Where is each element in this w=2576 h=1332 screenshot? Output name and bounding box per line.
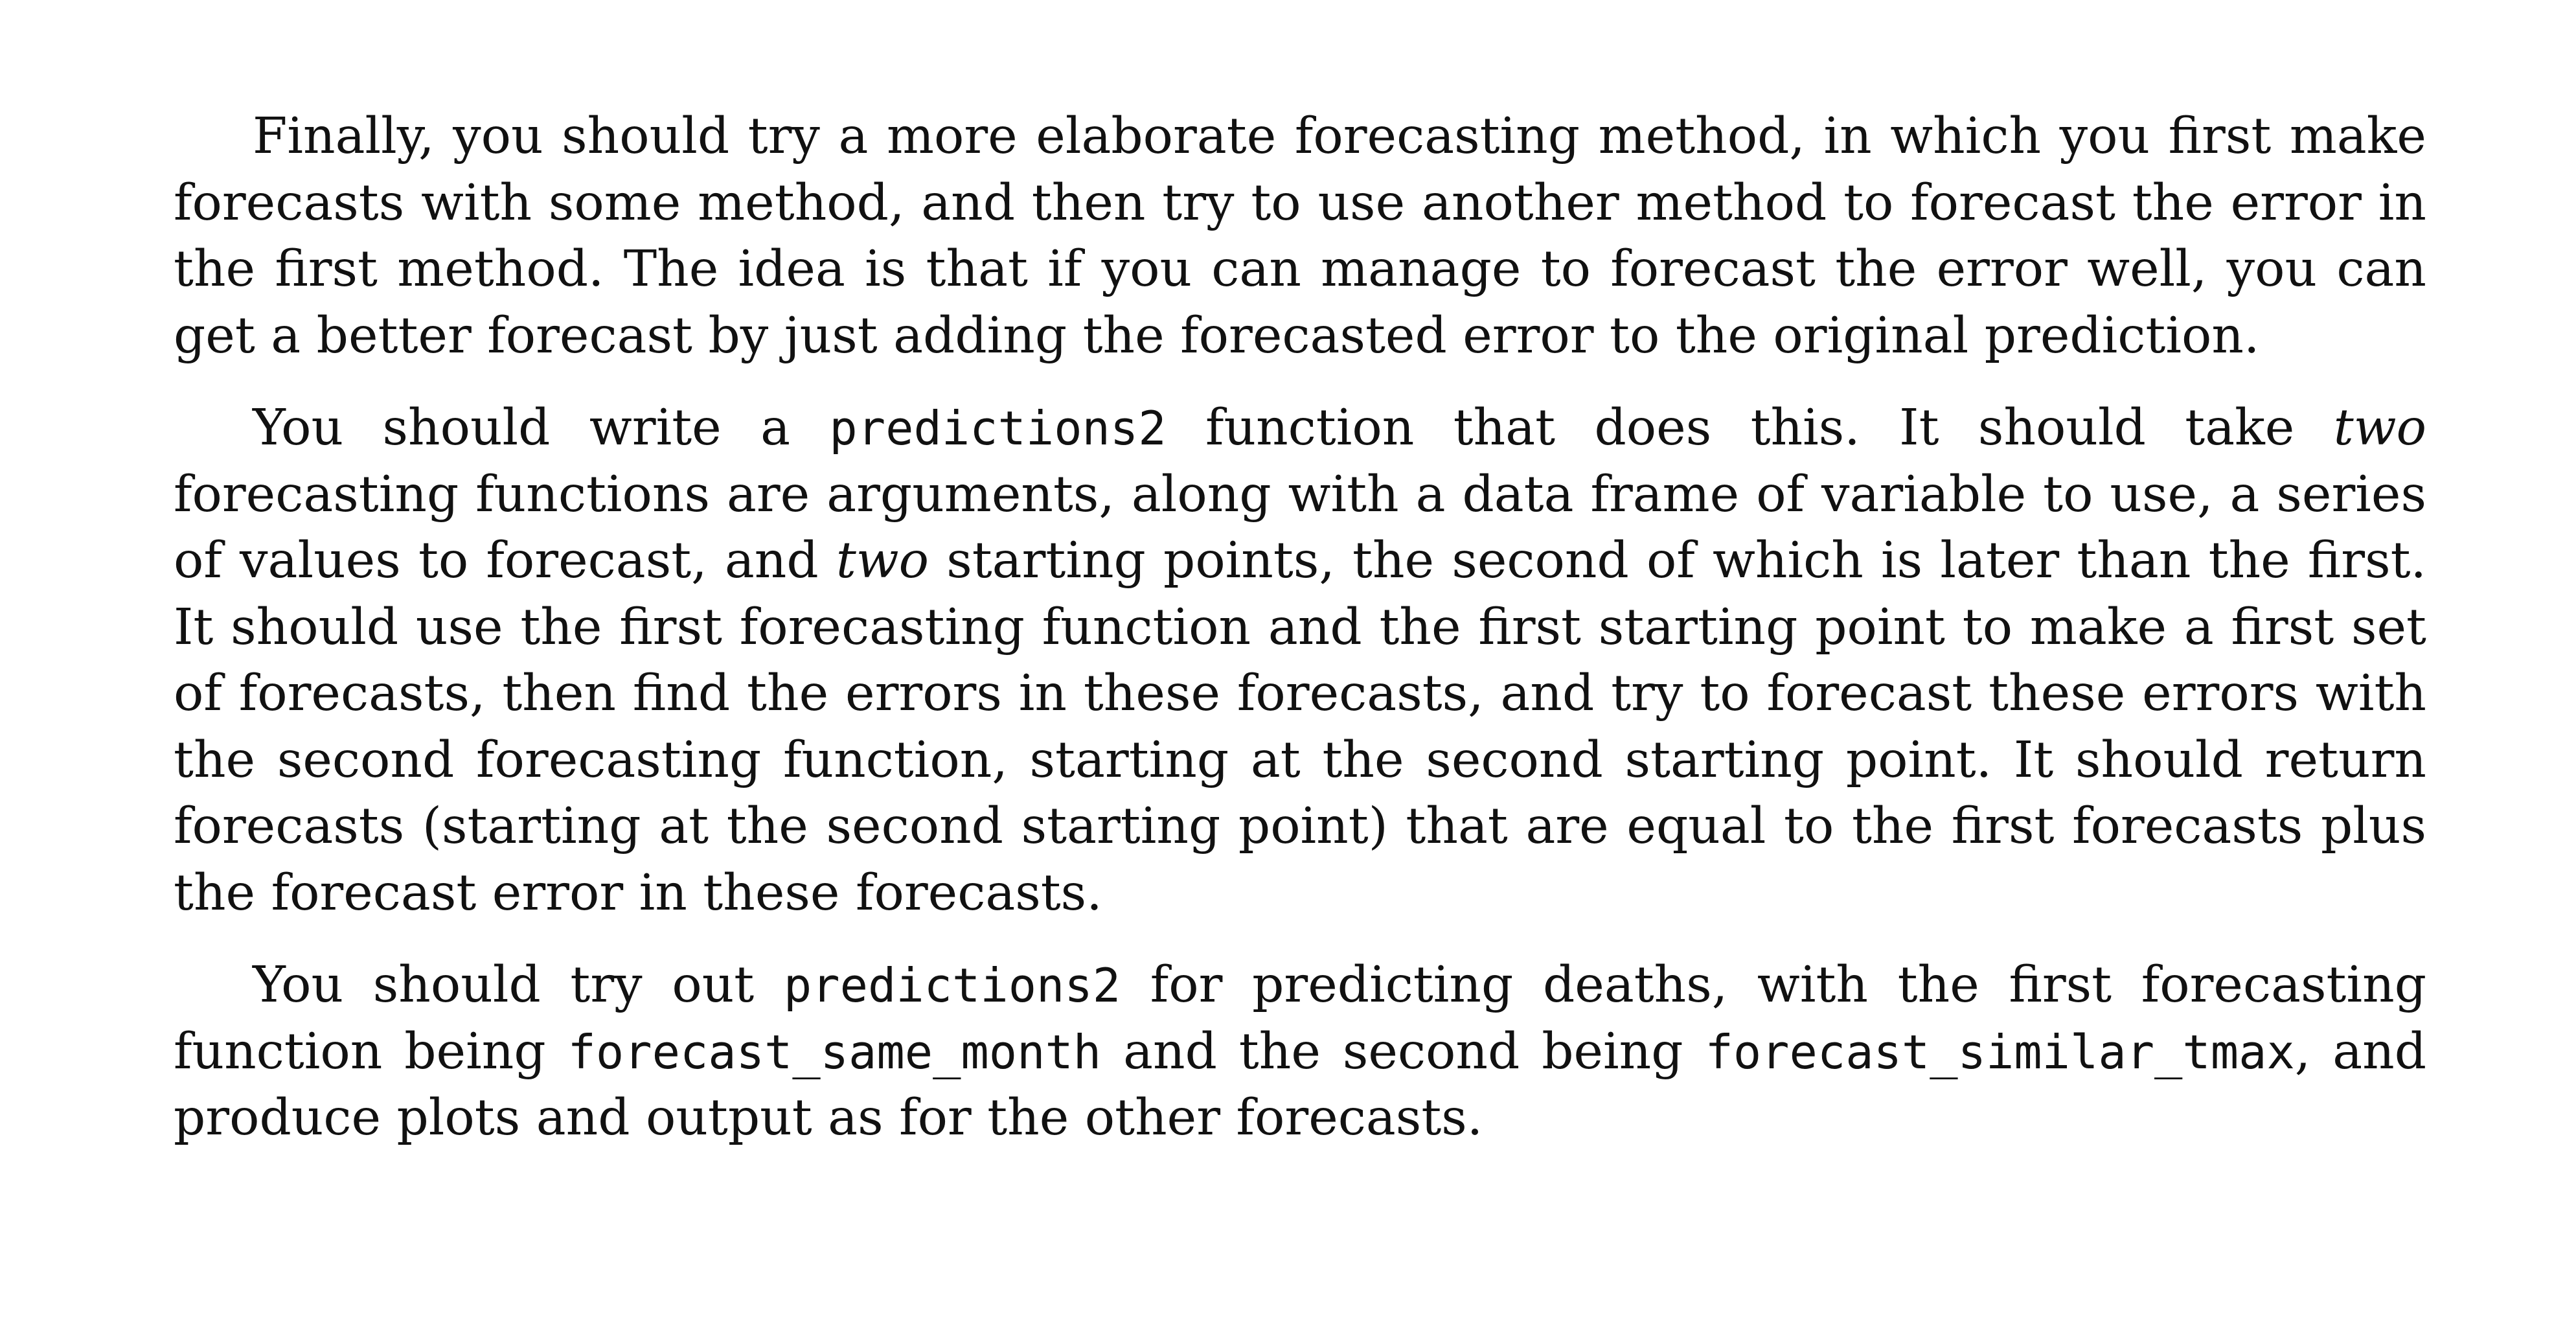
code-forecast-same-month: forecast_same_month [567,1024,1102,1079]
paragraph-3 [174,952,2426,1152]
paragraph-3-text-c: and the second being [1101,1022,1705,1081]
paragraph-2-text-b: function that does this. It should take [1166,399,2334,457]
paragraph-3-text-d: , and produce plots and output as for the other forecasts. [174,1022,2426,1147]
paragraph-2-text-d: starting points, the second of which is later than the first. It should use the first forecasting function and the first starting point to make a first set of forecasts, then find the errors in these forecasts, and try to forecast these errors with the second forecasting function, starting at the second starting point. It should return forecasts (starting at the second starting point) that are equal to the first forecasts plus the forecast error in these forecasts. [174,532,2427,922]
paragraph-1-text: Finally, you should try a more elaborate forecasting method, in which you first make forecasts with some method, and then try to use another method to forecast the error in the first method. The idea is that if you can manage to forecast the error well, you can get a better forecast by just adding the forecasted error to the original prediction. [174,108,2426,365]
paragraph-1 [174,104,2426,369]
paragraph-2-text-c: forecasting functions are arguments, along with a data frame of variable to use, a series of values to forecast, and [174,465,2426,590]
paragraph-3-text-a: You should try out [253,956,784,1014]
paragraph-2 [174,395,2426,926]
document-body [174,104,2426,1178]
paragraph-3-text-b: for predicting deaths, with the first forecasting function being [174,956,2426,1081]
emphasis-two: two [2333,399,2426,457]
code-predictions2: predictions2 [829,401,1167,455]
emphasis-two-second: two [836,532,929,590]
code-predictions2-usage: predictions2 [783,958,1121,1013]
code-forecast-similar-tmax: forecast_similar_tmax [1705,1024,2295,1079]
paragraph-2-text-a: You should write a [253,399,830,457]
